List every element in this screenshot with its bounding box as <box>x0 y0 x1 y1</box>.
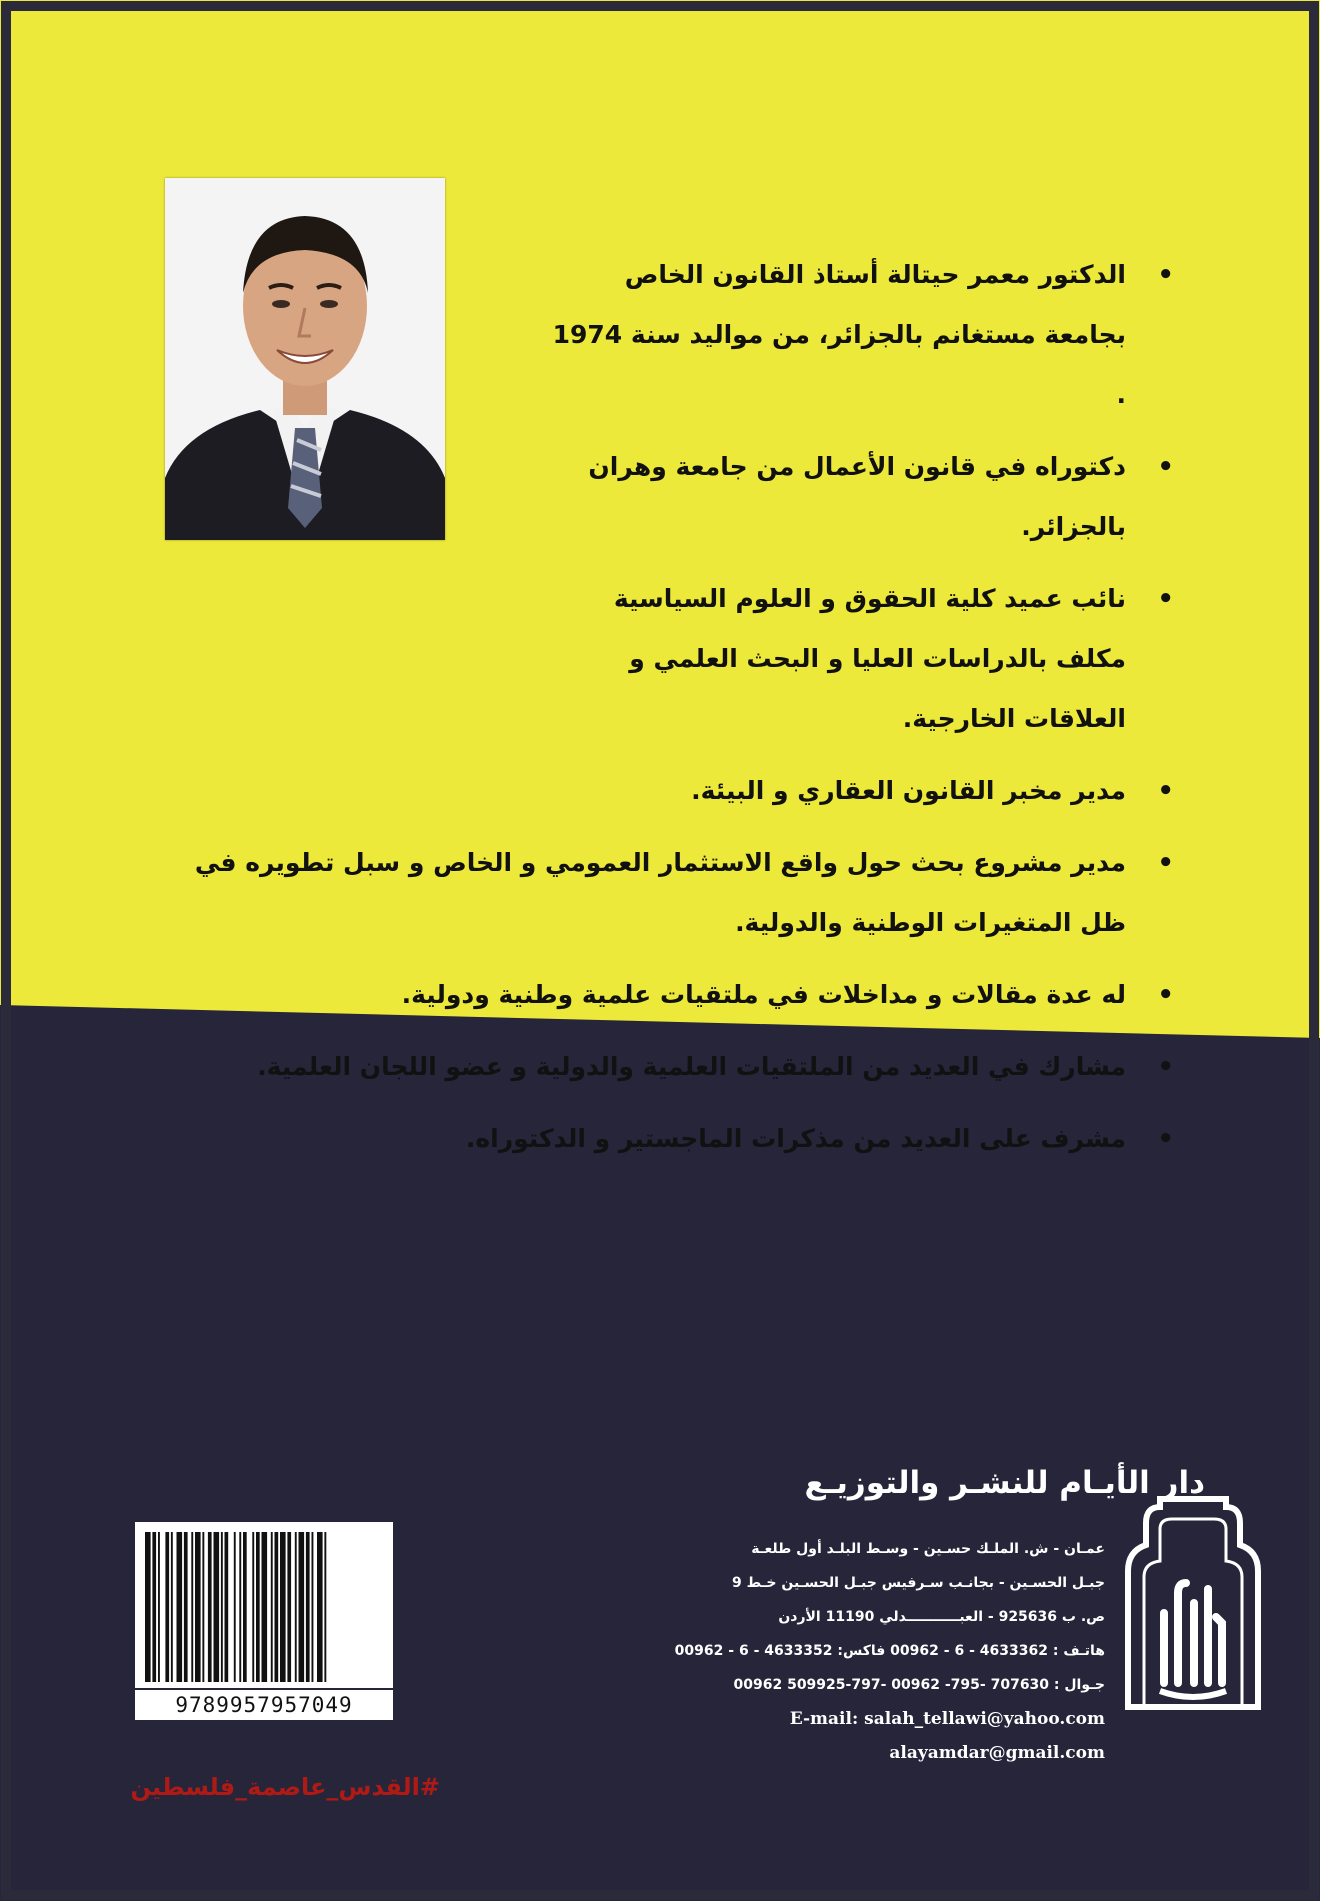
bio-item: • مشارك في العديد من الملتقيات العلمية والدولية و عضو اللجان العلمية. <box>170 1037 1188 1097</box>
publisher-mobile: جـوال : 707630 -795- 00962 -797-509925 00962 <box>733 1677 1105 1693</box>
bio-item: • الدكتور معمر حيتالة أستاذ القانون الخاص بجامعة مستغانم بالجزائر، من مواليد سنة 1974 . <box>170 245 1188 425</box>
publisher-email: alayamdar@gmail.com <box>889 1743 1105 1763</box>
publisher-po-box: ص. ب 925636 - العبـــــــــــدلي 11190 الأردن <box>778 1609 1105 1625</box>
bio-item: • دكتوراه في قانون الأعمال من جامعة وهران بالجزائر. <box>170 437 1188 557</box>
publisher-address: جبـل الحسـين - بجانـب سـرفيس جبـل الحسـين خـط 9 <box>732 1575 1105 1591</box>
publisher-email: E-mail: salah_tellawi@yahoo.com <box>789 1709 1105 1729</box>
publisher-logo-icon <box>1120 1493 1266 1715</box>
bio-item: • له عدة مقالات و مداخلات في ملتقيات علمية وطنية ودولية. <box>170 965 1188 1025</box>
publisher-address: عمـان - ش. الملـك حسـين - وسـط البلـد أول طلعـة <box>751 1541 1105 1557</box>
bio-item: • مشرف على العديد من مذكرات الماجستير و الدكتوراه. <box>170 1109 1188 1169</box>
bio-item: • مدير مخبر القانون العقاري و البيئة. <box>170 761 1188 821</box>
publisher-phone: هاتـف : 4633362 - 6 - 00962 فاكس: 4633352 - 6 - 00962 <box>674 1643 1105 1659</box>
bio-item: • مدير مشروع بحث حول واقع الاستثمار العمومي و الخاص و سبل تطويره في ظل المتغيرات الوطنية والدولية. <box>170 833 1188 953</box>
author-bio-list <box>170 245 1188 1181</box>
bio-item: • نائب عميد كلية الحقوق و العلوم السياسية مكلف بالدراسات العليا و البحث العلمي و العلاقات الخارجية. <box>170 569 1188 749</box>
isbn-number: 9789957957049 <box>135 1690 393 1720</box>
publisher-name: دار الأيـام للنشـر والتوزيـع <box>804 1465 1205 1501</box>
barcode-icon <box>135 1522 393 1688</box>
slogan-text: #القدس_عاصمة_فلسطين <box>130 1773 440 1801</box>
publisher-contact-block <box>590 1532 1105 1770</box>
